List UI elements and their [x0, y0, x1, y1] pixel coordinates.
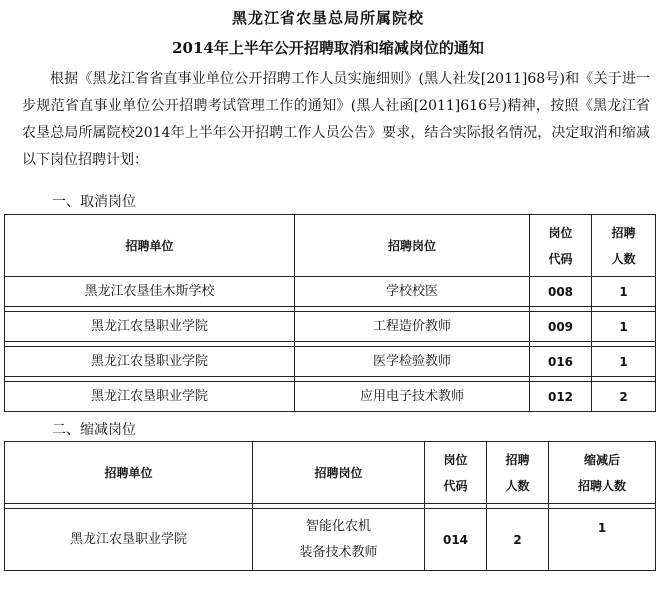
table-header-row — [5, 215, 656, 277]
table-row — [5, 509, 656, 571]
cell-position: 学校校医 — [295, 277, 530, 307]
cell-unit: 黑龙江农垦职业学院 — [5, 312, 295, 342]
section-heading-reduce: 二、缩减岗位 — [52, 422, 136, 438]
header-code: 岗位 代码 — [530, 215, 592, 277]
cell-count: 2 — [487, 509, 549, 571]
cell-code: 012 — [530, 382, 592, 412]
cell-unit: 黑龙江农垦职业学院 — [5, 382, 295, 412]
header-after-reduction: 缩减后 招聘人数 — [549, 442, 656, 504]
cell-unit: 黑龙江农垦职业学院 — [5, 509, 253, 571]
header-position: 招聘岗位 — [253, 442, 425, 504]
document-subtitle: 2014年上半年公开招聘取消和缩减岗位的通知 — [172, 39, 484, 57]
cell-after-count: 1 — [549, 509, 656, 571]
cell-count: 2 — [592, 382, 656, 412]
cell-unit: 黑龙江农垦职业学院 — [5, 347, 295, 377]
cell-position: 智能化农机 装备技术教师 — [253, 509, 425, 571]
header-unit: 招聘单位 — [5, 215, 295, 277]
reduce-positions-table — [4, 441, 656, 571]
cell-count: 1 — [592, 312, 656, 342]
table-header-row — [5, 442, 656, 504]
section-heading-cancel: 一、取消岗位 — [52, 194, 136, 210]
cell-code: 016 — [530, 347, 592, 377]
cell-code: 014 — [425, 509, 487, 571]
header-code: 岗位 代码 — [425, 442, 487, 504]
cell-code: 009 — [530, 312, 592, 342]
cell-position: 工程造价教师 — [295, 312, 530, 342]
cell-position: 应用电子技术教师 — [295, 382, 530, 412]
cell-position: 医学检验教师 — [295, 347, 530, 377]
table-row — [5, 312, 656, 342]
cell-count: 1 — [592, 347, 656, 377]
header-unit: 招聘单位 — [5, 442, 253, 504]
header-count: 招聘 人数 — [487, 442, 549, 504]
table-row — [5, 277, 656, 307]
intro-paragraph: 根据《黑龙江省省直事业单位公开招聘工作人员实施细则》(黑人社发[2011]68号)和《关于进一步规范省直事业单位公开招聘考试管理工作的通知》(黑人社函[2011]616号)精神，按照《黑龙江省农垦总局所属院校2014年上半年公开招聘工作人员公告》要求，结合实际报名情况，决定取消和缩减以下岗位招聘计划： — [22, 71, 650, 168]
cancel-positions-table — [4, 214, 656, 412]
cell-unit: 黑龙江农垦佳木斯学校 — [5, 277, 295, 307]
table-row — [5, 347, 656, 377]
header-position: 招聘岗位 — [295, 215, 530, 277]
document-title: 黑龙江省农垦总局所属院校 — [231, 9, 424, 27]
cell-code: 008 — [530, 277, 592, 307]
table-row — [5, 382, 656, 412]
header-count: 招聘 人数 — [592, 215, 656, 277]
cell-count: 1 — [592, 277, 656, 307]
